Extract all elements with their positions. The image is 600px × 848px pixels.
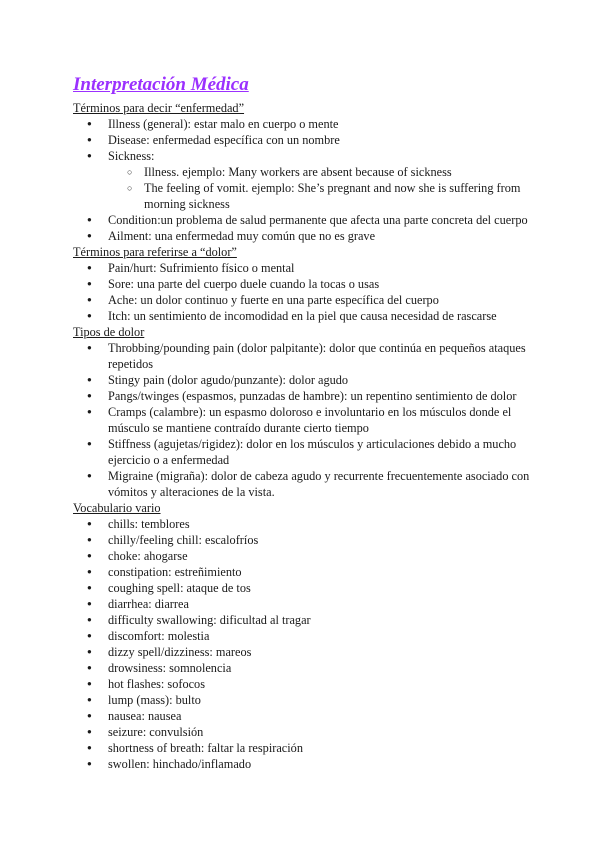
document-title: Interpretación Médica bbox=[73, 74, 249, 95]
list-item: ● chilly/feeling chill: escalofríos bbox=[73, 532, 543, 548]
list-item: ● discomfort: molestia bbox=[73, 628, 543, 644]
list-item: ● Illness (general): estar malo en cuerpo o mente bbox=[73, 116, 543, 132]
list-item: ● difficulty swallowing: dificultad al tragar bbox=[73, 612, 543, 628]
list-item: ● Stingy pain (dolor agudo/punzante): dolor agudo bbox=[73, 372, 543, 388]
list-item: ● seizure: convulsión bbox=[73, 724, 543, 740]
list-item: ● Migraine (migraña): dolor de cabeza agudo y recurrente frecuentemente asociado con vómitos y alteraciones de la vista. bbox=[73, 468, 543, 500]
list-item: ● Sickness: bbox=[73, 148, 543, 164]
list-item: ● Cramps (calambre): un espasmo doloroso e involuntario en los músculos donde el músculo se mantiene contraído durante cierto tiempo bbox=[73, 404, 543, 436]
document-content bbox=[73, 74, 543, 772]
list-item: ● shortness of breath: faltar la respiración bbox=[73, 740, 543, 756]
enfermedad-list bbox=[73, 116, 543, 244]
list-item: ● Disease: enfermedad específica con un nombre bbox=[73, 132, 543, 148]
sub-list-item: ○ The feeling of vomit. ejemplo: She’s pregnant and now she is suffering from morning sickness bbox=[73, 180, 543, 212]
list-item: ● swollen: hinchado/inflamado bbox=[73, 756, 543, 772]
list-item: ● dizzy spell/dizziness: mareos bbox=[73, 644, 543, 660]
section-heading-dolor: Términos para referirse a “dolor” bbox=[73, 245, 237, 259]
list-item: ● hot flashes: sofocos bbox=[73, 676, 543, 692]
list-item: ● diarrhea: diarrea bbox=[73, 596, 543, 612]
list-item: ● Pain/hurt: Sufrimiento físico o mental bbox=[73, 260, 543, 276]
list-item: ● choke: ahogarse bbox=[73, 548, 543, 564]
list-item: ● Throbbing/pounding pain (dolor palpitante): dolor que continúa en pequeños ataques repetidos bbox=[73, 340, 543, 372]
list-item: ● coughing spell: ataque de tos bbox=[73, 580, 543, 596]
section-heading-vocabulario: Vocabulario vario bbox=[73, 501, 161, 515]
list-item: ● chills: temblores bbox=[73, 516, 543, 532]
list-item: ● Sore: una parte del cuerpo duele cuando la tocas o usas bbox=[73, 276, 543, 292]
list-item: ● Pangs/twinges (espasmos, punzadas de hambre): un repentino sentimiento de dolor bbox=[73, 388, 543, 404]
section-heading-enfermedad: Términos para decir “enfermedad” bbox=[73, 101, 245, 115]
tipos-de-dolor-list bbox=[73, 340, 543, 500]
list-item: ● drowsiness: somnolencia bbox=[73, 660, 543, 676]
list-item: ● nausea: nausea bbox=[73, 708, 543, 724]
dolor-list bbox=[73, 260, 543, 324]
list-item: ● Ache: un dolor continuo y fuerte en una parte específica del cuerpo bbox=[73, 292, 543, 308]
vocabulario-list bbox=[73, 516, 543, 772]
list-item: ● Ailment: una enfermedad muy común que no es grave bbox=[73, 228, 543, 244]
list-item: ● Condition:un problema de salud permanente que afecta una parte concreta del cuerpo bbox=[73, 212, 543, 228]
sub-list-item: ○ Illness. ejemplo: Many workers are absent because of sickness bbox=[73, 164, 543, 180]
list-item: ● Stiffness (agujetas/rigidez): dolor en los músculos y articulaciones debido a mucho ejercicio o a enfermedad bbox=[73, 436, 543, 468]
list-item: ● constipation: estreñimiento bbox=[73, 564, 543, 580]
list-item: ● lump (mass): bulto bbox=[73, 692, 543, 708]
section-heading-tipos-de-dolor: Tipos de dolor bbox=[73, 325, 145, 339]
list-item: ● Itch: un sentimiento de incomodidad en la piel que causa necesidad de rascarse bbox=[73, 308, 543, 324]
